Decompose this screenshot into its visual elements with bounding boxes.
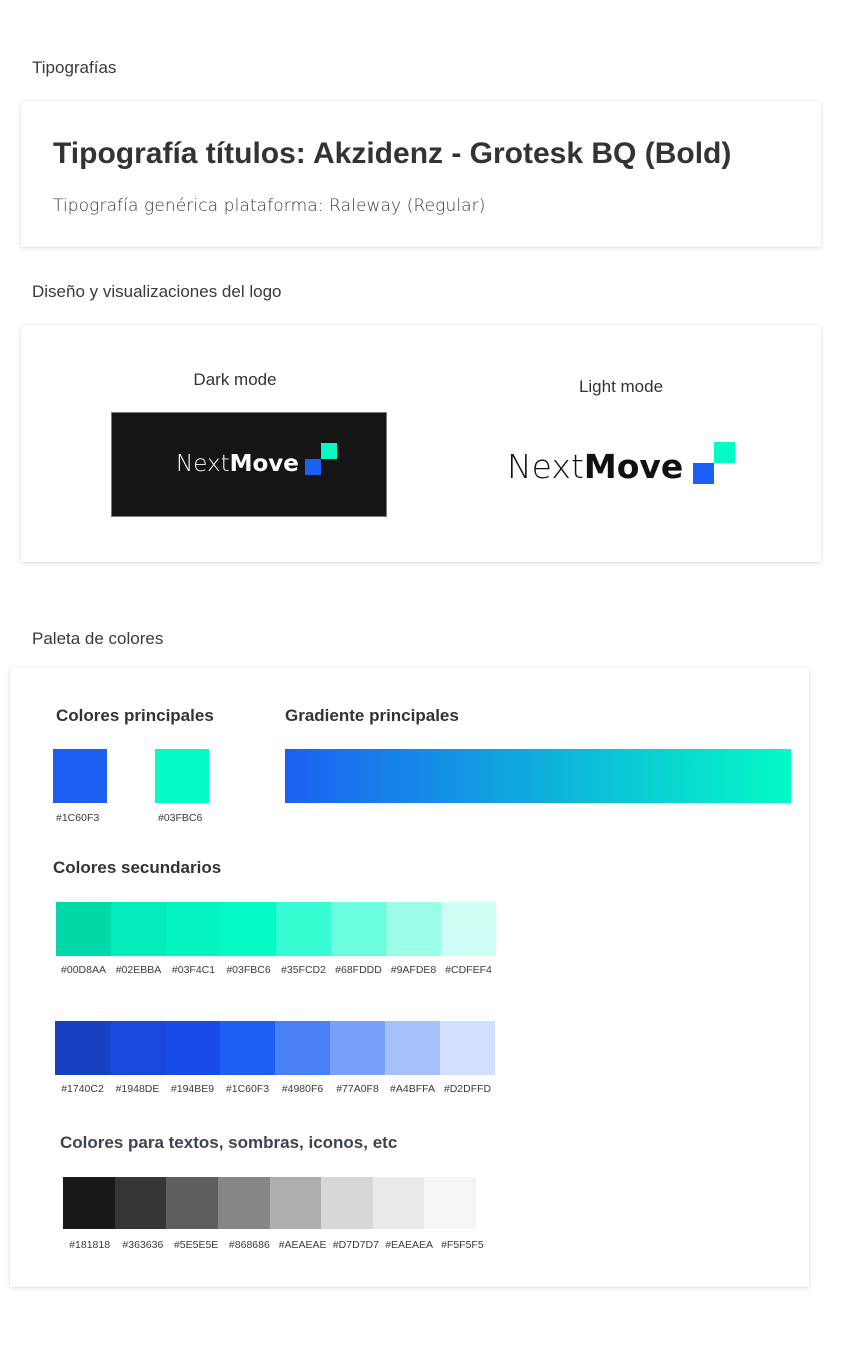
gradient-heading: Gradiente principales [285,706,459,725]
secondary-blue-swatch [385,1021,440,1075]
secondary-blue-swatch [55,1021,110,1075]
secondary-blue-hex: #4980F6 [281,1083,324,1095]
logo-dark [176,443,339,477]
secondary-green-hex-row [56,964,496,976]
logo-mark-icon [305,443,339,477]
secondary-green-hex: #35FCD2 [281,964,326,976]
light-mode-label: Light mode [578,377,664,396]
secondary-blue-swatch [110,1021,165,1075]
section-label-palette: Paleta de colores [32,629,164,648]
main-color-hex-blue: #1C60F3 [56,812,100,824]
secondary-green-hex: #9AFDE8 [390,964,437,976]
grey-swatch [63,1177,115,1229]
secondary-green-swatch [111,902,166,956]
logo-mark-icon [693,442,737,486]
secondary-green-hex: #02EBBA [115,964,162,976]
secondary-blue-strip [55,1021,495,1075]
body-font-sample: Tipografía genérica plataforma: Raleway (Regular) [53,196,486,216]
logo-dark-preview [111,412,387,517]
secondary-blue-hex: #D2DFFD [443,1083,492,1095]
logo-word-next: Next [507,447,584,486]
grey-swatch [270,1177,322,1229]
secondary-green-hex: #03F4C1 [171,964,216,976]
secondary-blue-hex: #1740C2 [61,1083,104,1095]
grey-swatch [424,1177,476,1229]
title-font-sample: Tipografía títulos: Akzidenz - Grotesk BQ (Bold) [53,137,732,170]
grey-strip [63,1177,476,1229]
grey-hex: #868686 [228,1239,270,1251]
dark-mode-label: Dark mode [193,370,277,389]
section-label-typography: Tipografías [32,58,117,77]
secondary-green-swatch [276,902,331,956]
main-color-swatch-green [155,749,209,803]
palette-card [10,668,809,1287]
grey-swatch [373,1177,425,1229]
secondary-blue-swatch [275,1021,330,1075]
grey-hex: #181818 [69,1239,111,1251]
secondary-blue-hex: #1948DE [115,1083,160,1095]
secondary-blue-swatch [220,1021,275,1075]
main-colors-heading: Colores principales [56,706,214,725]
main-gradient-bar [285,749,791,803]
grey-hex-row [63,1239,489,1251]
secondary-blue-swatch [440,1021,495,1075]
secondary-colors-heading: Colores secundarios [53,858,222,877]
secondary-blue-hex: #194BE9 [170,1083,215,1095]
main-color-hex-green: #03FBC6 [158,812,203,824]
secondary-green-hex: #03FBC6 [226,964,271,976]
secondary-green-swatch [166,902,221,956]
secondary-blue-hex-row [55,1083,495,1095]
secondary-green-swatch [221,902,276,956]
secondary-blue-swatch [165,1021,220,1075]
grey-swatch [115,1177,167,1229]
logo-word-move: Move [229,451,299,477]
secondary-blue-hex: #1C60F3 [225,1083,270,1095]
text-colors-heading: Colores para textos, sombras, iconos, etc [60,1133,398,1152]
grey-hex: #D7D7D7 [332,1239,379,1251]
grey-swatch [218,1177,270,1229]
grey-swatch [321,1177,373,1229]
grey-hex: #F5F5F5 [441,1239,484,1251]
logo-light [507,442,737,486]
grey-swatch [166,1177,218,1229]
secondary-green-strip [56,902,496,956]
main-color-swatch-blue [53,749,107,803]
secondary-green-swatch [331,902,386,956]
logo-word-move: Move [583,447,684,486]
secondary-blue-swatch [330,1021,385,1075]
section-label-logo: Diseño y visualizaciones del logo [32,282,282,301]
logo-card [21,325,821,562]
secondary-green-swatch [56,902,111,956]
secondary-green-swatch [386,902,441,956]
secondary-green-hex: #CDFEF4 [445,964,492,976]
secondary-green-swatch [441,902,496,956]
secondary-green-hex: #68FDDD [335,964,382,976]
grey-hex: #363636 [122,1239,164,1251]
secondary-blue-hex: #77A0F8 [336,1083,379,1095]
grey-hex: #EAEAEA [385,1239,434,1251]
logo-word-next: Next [176,451,230,477]
secondary-green-hex: #00D8AA [61,964,106,976]
grey-hex: #5E5E5E [173,1239,219,1251]
grey-hex: #AEAEAE [278,1239,327,1251]
typography-card [21,101,821,247]
secondary-blue-hex: #A4BFFA [390,1083,435,1095]
